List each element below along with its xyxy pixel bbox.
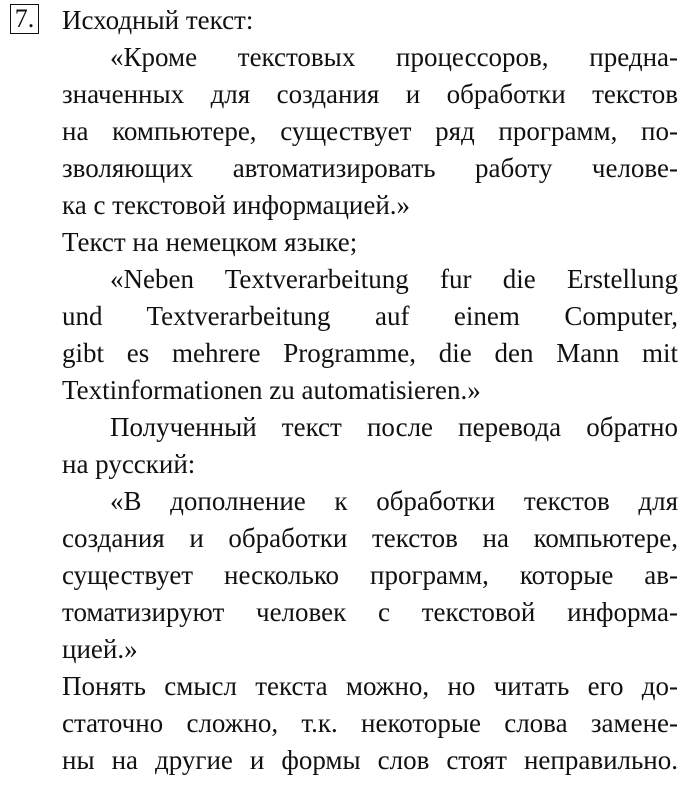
heading-source-text: Исходный текст: bbox=[62, 5, 254, 35]
heading-german-text: Текст на немецком языке; bbox=[62, 227, 358, 257]
conclusion-line: Понять смысл текста можно, но читать его до- bbox=[62, 671, 678, 701]
text-line: зволяющих автоматизировать работу челове- bbox=[62, 153, 678, 183]
text-line: «Кроме текстовых процессоров, предна- bbox=[110, 42, 678, 72]
text-line: Textinformationen zu automatisieren.» bbox=[62, 375, 481, 405]
text-line: значенных для создания и обработки текстов bbox=[62, 79, 678, 109]
text-line: und Textverarbeitung auf einem Computer, bbox=[62, 301, 678, 331]
text-line: «Neben Textverarbeitung fur die Erstellung bbox=[110, 264, 678, 294]
text-line: ка с текстовой информацией.» bbox=[62, 190, 411, 220]
text-line: цией.» bbox=[62, 634, 138, 664]
text-line: томатизируют человек с текстовой информа- bbox=[62, 597, 678, 627]
task-number-badge: 7. bbox=[10, 4, 39, 34]
text-line: на русский: bbox=[62, 449, 196, 479]
text-line: gibt es mehrere Programme, die den Mann mit bbox=[62, 338, 678, 368]
text-line: «В дополнение к обработки текстов для bbox=[110, 486, 678, 516]
heading-back-translation: Полученный текст после перевода обратно bbox=[110, 412, 678, 442]
text-line: на компьютере, существует ряд программ, по- bbox=[62, 116, 678, 146]
text-line: существует несколько программ, которые ав- bbox=[62, 560, 678, 590]
text-line: создания и обработки текстов на компьютере, bbox=[62, 523, 678, 553]
conclusion-line: ны на другие и формы слов стоят неправильно. bbox=[62, 745, 678, 775]
conclusion-line: статочно сложно, т.к. некоторые слова замене- bbox=[62, 708, 678, 738]
